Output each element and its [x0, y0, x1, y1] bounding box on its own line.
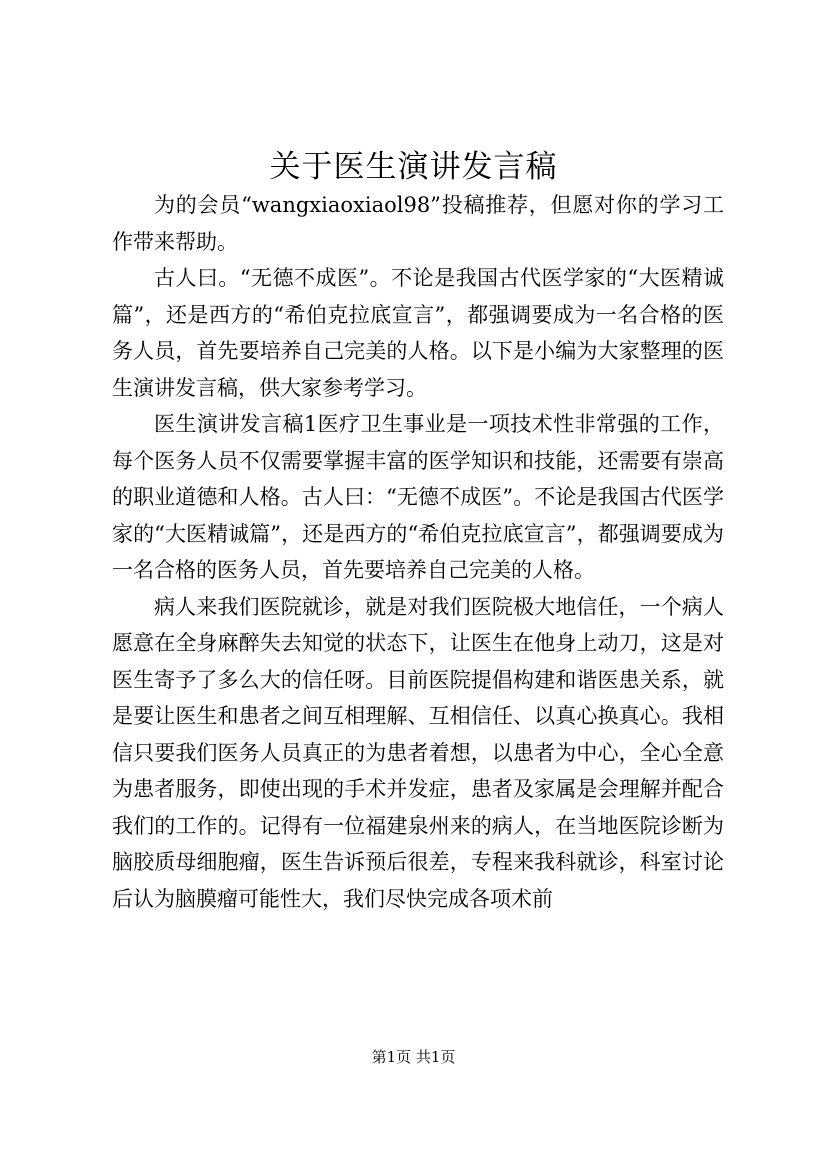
page-footer: 第1页 共1页 — [371, 1048, 456, 1066]
paragraph-intro: 为的会员“wangxiaoxiaol98”投稿推荐，但愿对你的学习工作带来帮助。 — [112, 193, 724, 254]
paragraph-speech-1: 医生演讲发言稿1医疗卫生事业是一项技术性非常强的工作，每个医务人员不仅需要掌握丰富的医学知识和技能，还需要有崇高的职业道德和人格。古人曰：“无德不成医”。不论是我国古代医学家的“大医精诚篇”，还是西方的“希伯克拉底宣言”，都强调要成为一名合格的医务人员，首先要培养自己完美的人格。 — [112, 412, 724, 582]
document-body — [112, 187, 724, 917]
paragraph-quote: 古人曰。“无德不成医”。不论是我国古代医学家的“大医精诚篇”，还是西方的“希伯克拉底宣言”，都强调要成为一名合格的医务人员，首先要培养自己完美的人格。以下是小编为大家整理的医生演讲发言稿，供大家参考学习。 — [112, 266, 724, 400]
document-title: 关于医生演讲发言稿 — [269, 149, 558, 185]
paragraph-trust: 病人来我们医院就诊，就是对我们医院极大地信任，一个病人愿意在全身麻醉失去知觉的状态下，让医生在他身上动刀，这是对医生寄予了多么大的信任呀。目前医院提倡构建和谐医患关系，就是要让医生和患者之间互相理解、互相信任、以真心换真心。我相信只要我们医务人员真正的为患者着想，以患者为中心，全心全意为患者服务，即使出现的手术并发症，患者及家属是会理解并配合我们的工作的。记得有一位福建泉州来的病人，在当地医院诊断为脑胶质母细胞瘤，医生告诉预后很差，专程来我科就诊，科室讨论后认为脑膜瘤可能性大，我们尽快完成各项术前 — [112, 594, 724, 911]
